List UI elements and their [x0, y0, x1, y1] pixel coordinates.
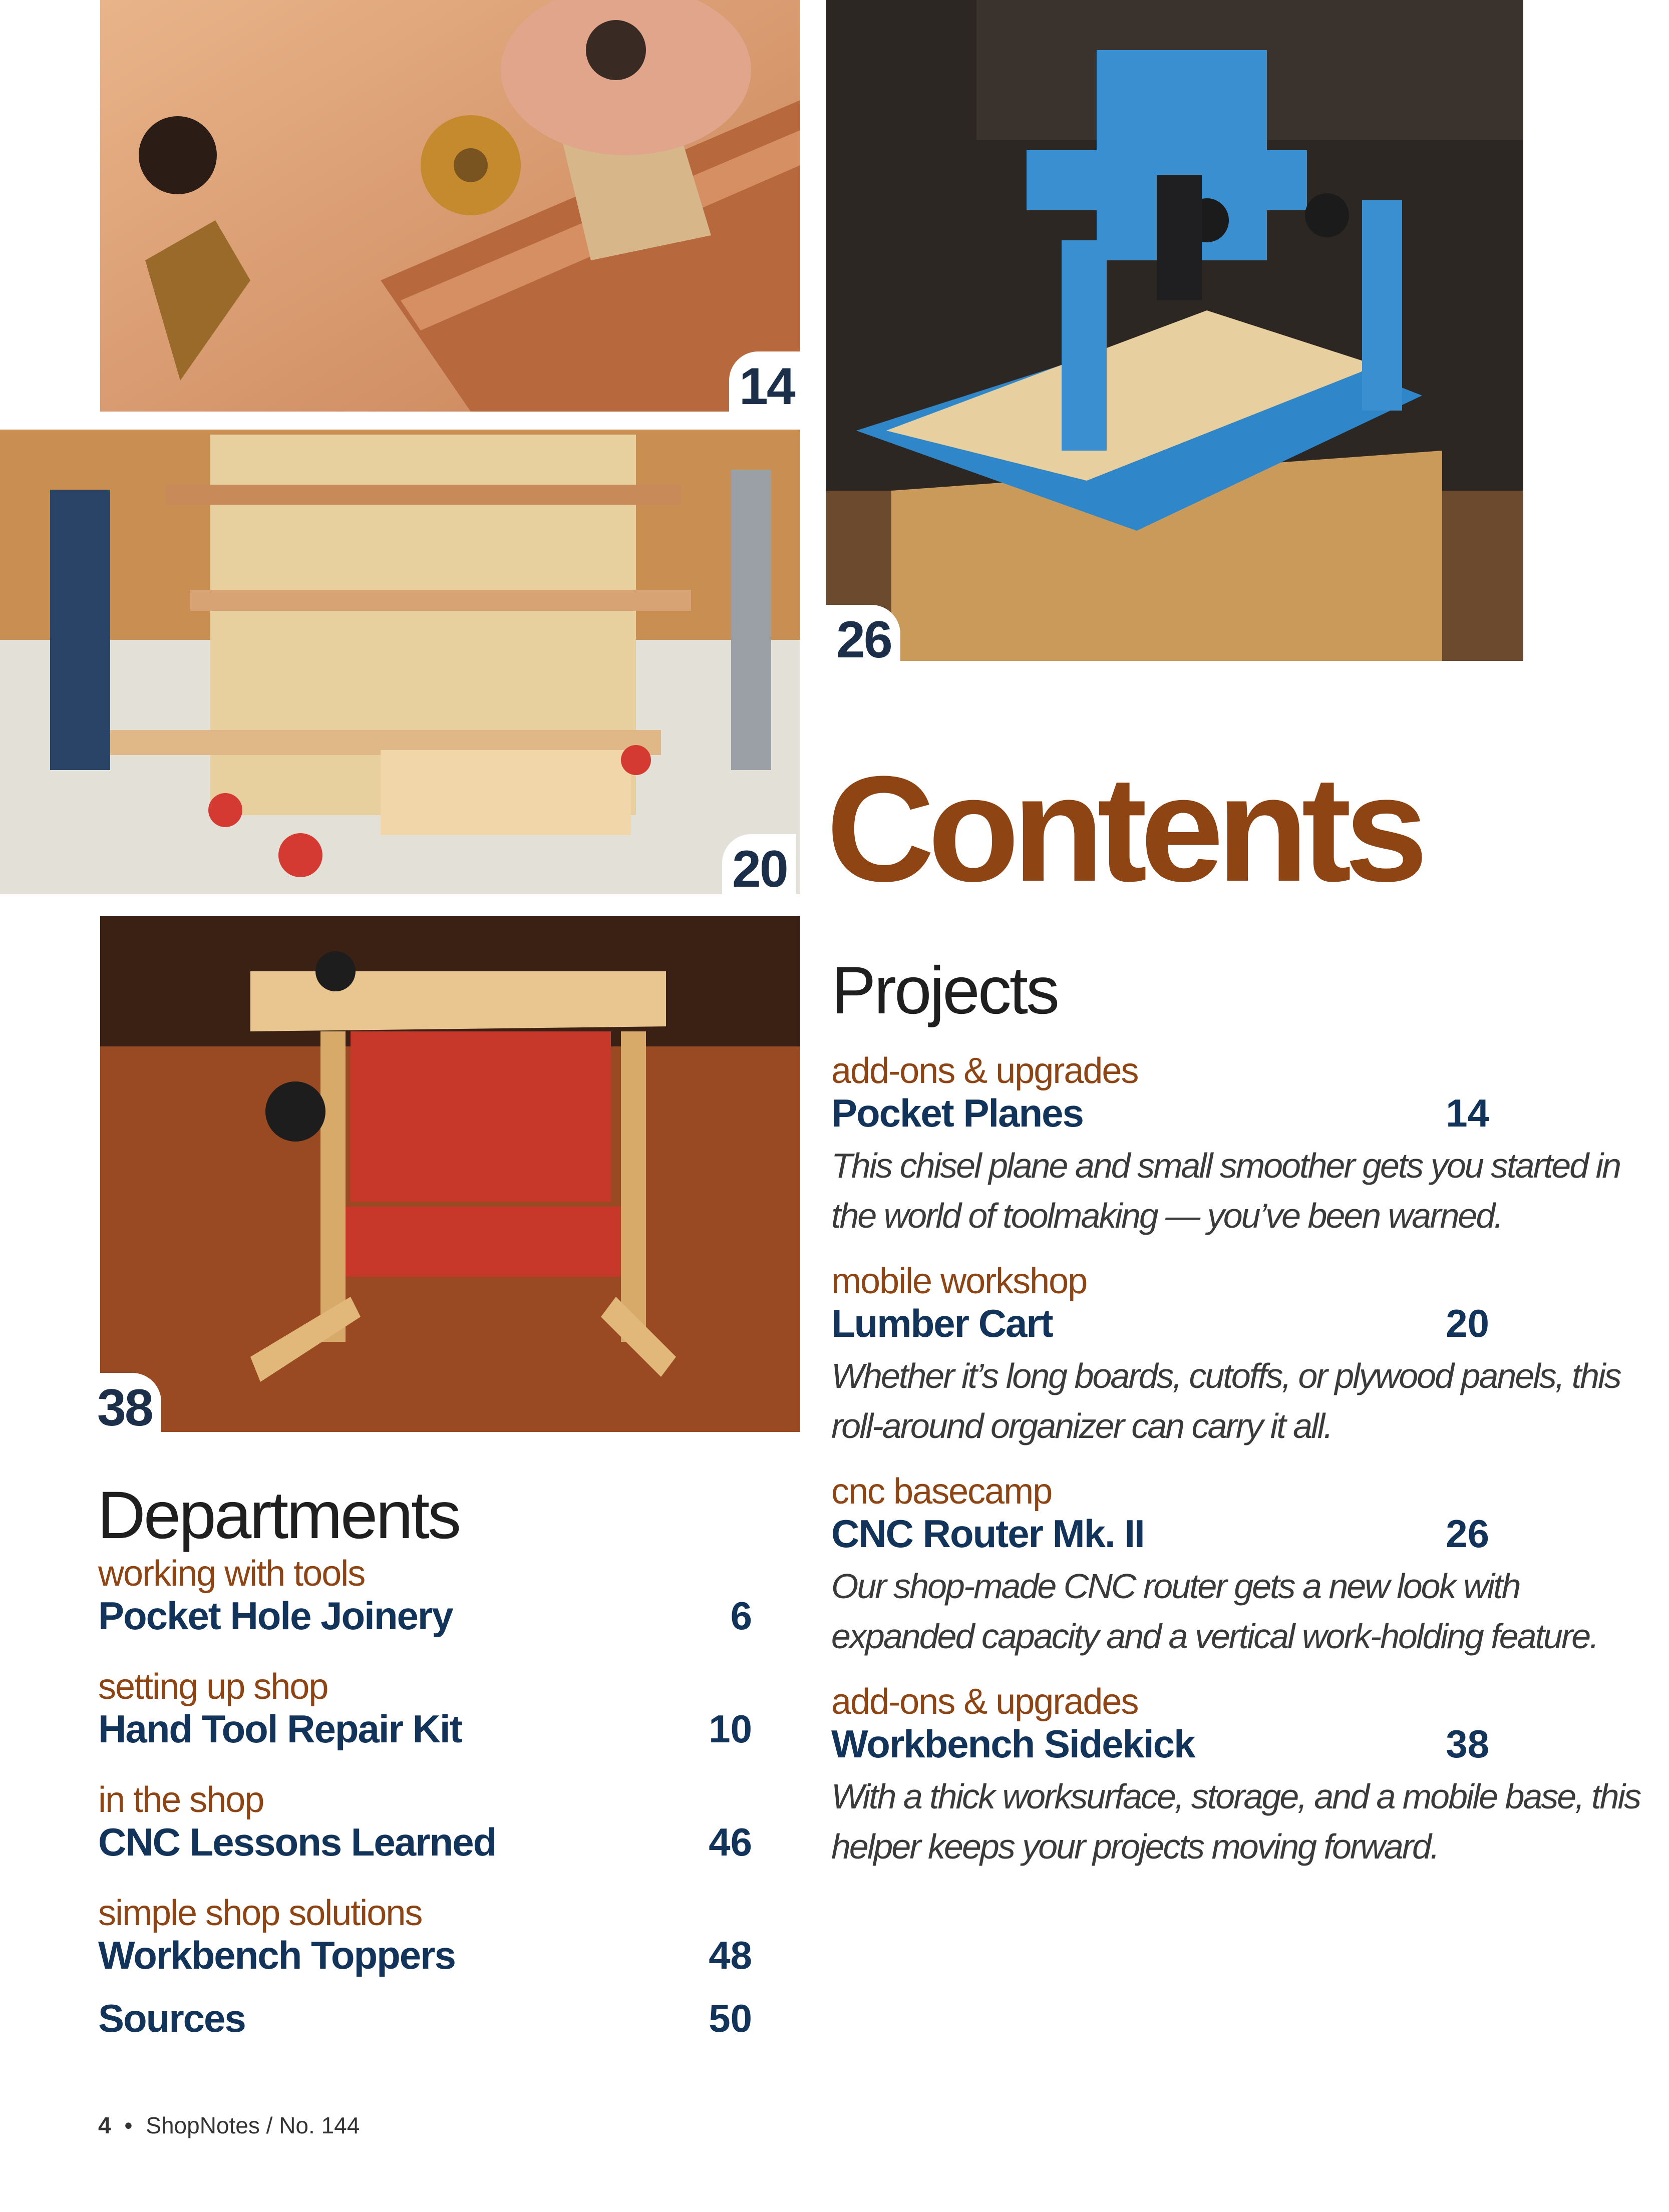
project-category: mobile workshop [831, 1261, 1087, 1301]
department-page-number: 50 [709, 1996, 752, 2040]
project-description-line: With a thick worksurface, storage, and a mobile base, this [831, 1776, 1640, 1816]
project-category: add-ons & upgrades [831, 1682, 1138, 1722]
project-title[interactable]: Pocket Planes [831, 1090, 1083, 1135]
department-title[interactable]: CNC Lessons Learned [98, 1819, 496, 1864]
project-description-line: roll-around organizer can carry it all. [831, 1406, 1332, 1445]
project-page-number: 26 [1446, 1511, 1489, 1556]
department-entry [98, 1555, 752, 1642]
department-title[interactable]: Workbench Toppers [98, 1933, 455, 1977]
cnc-router-page-badge: 26 [826, 605, 900, 671]
departments-heading: Departments [97, 1478, 460, 1553]
footer-page-number: 4 [98, 2112, 111, 2138]
project-category: add-ons & upgrades [831, 1051, 1138, 1091]
footer-bullet: • [124, 2112, 133, 2138]
project-page-number: 20 [1446, 1301, 1489, 1345]
department-entry [98, 1668, 752, 1755]
project-description-line: Our shop-made CNC router gets a new look with [831, 1566, 1520, 1606]
department-category: working with tools [98, 1554, 365, 1594]
page-footer [98, 2112, 360, 2139]
department-entry [98, 1895, 752, 1982]
lumber-cart-page-badge: 20 [722, 834, 796, 900]
project-entry [831, 1261, 1620, 1450]
project-description-line: the world of toolmaking — you’ve been warned. [831, 1196, 1502, 1235]
project-entry [831, 1471, 1598, 1660]
project-title[interactable]: Lumber Cart [831, 1301, 1053, 1345]
department-title[interactable]: Sources [98, 1996, 245, 2040]
department-page-number: 46 [709, 1819, 752, 1864]
project-description-line: This chisel plane and small smoother gets you started in [831, 1146, 1620, 1185]
pocket-planes-page-badge: 14 [729, 351, 803, 418]
footer-publication: ShopNotes / No. 144 [146, 2112, 360, 2138]
department-category: in the shop [98, 1780, 264, 1820]
department-entry [98, 1996, 752, 2045]
project-entry [831, 1682, 1640, 1871]
projects-heading: Projects [831, 953, 1058, 1028]
pocket-planes-photo [100, 0, 800, 412]
department-page-number: 6 [730, 1593, 752, 1638]
cnc-router-photo [826, 0, 1523, 661]
workbench-sidekick-photo [100, 916, 800, 1432]
project-entry [831, 1051, 1620, 1240]
project-page-number: 14 [1446, 1090, 1489, 1135]
project-title[interactable]: CNC Router Mk. II [831, 1511, 1144, 1556]
department-title[interactable]: Pocket Hole Joinery [98, 1593, 453, 1638]
project-description-line: Whether it’s long boards, cutoffs, or plywood panels, this [831, 1356, 1620, 1395]
project-title[interactable]: Workbench Sidekick [831, 1721, 1195, 1766]
project-description-line: helper keeps your projects moving forward. [831, 1826, 1439, 1866]
workbench-sidekick-page-badge: 38 [89, 1373, 161, 1439]
department-page-number: 48 [709, 1933, 752, 1977]
department-category: simple shop solutions [98, 1893, 422, 1933]
department-page-number: 10 [709, 1706, 752, 1751]
contents-title: Contents [826, 745, 1421, 913]
department-title[interactable]: Hand Tool Repair Kit [98, 1706, 462, 1751]
department-category: setting up shop [98, 1667, 328, 1707]
project-page-number: 38 [1446, 1721, 1489, 1766]
lumber-cart-photo [0, 430, 800, 894]
project-category: cnc basecamp [831, 1471, 1052, 1512]
department-entry [98, 1781, 752, 1869]
project-description-line: expanded capacity and a vertical work-holding feature. [831, 1616, 1598, 1656]
